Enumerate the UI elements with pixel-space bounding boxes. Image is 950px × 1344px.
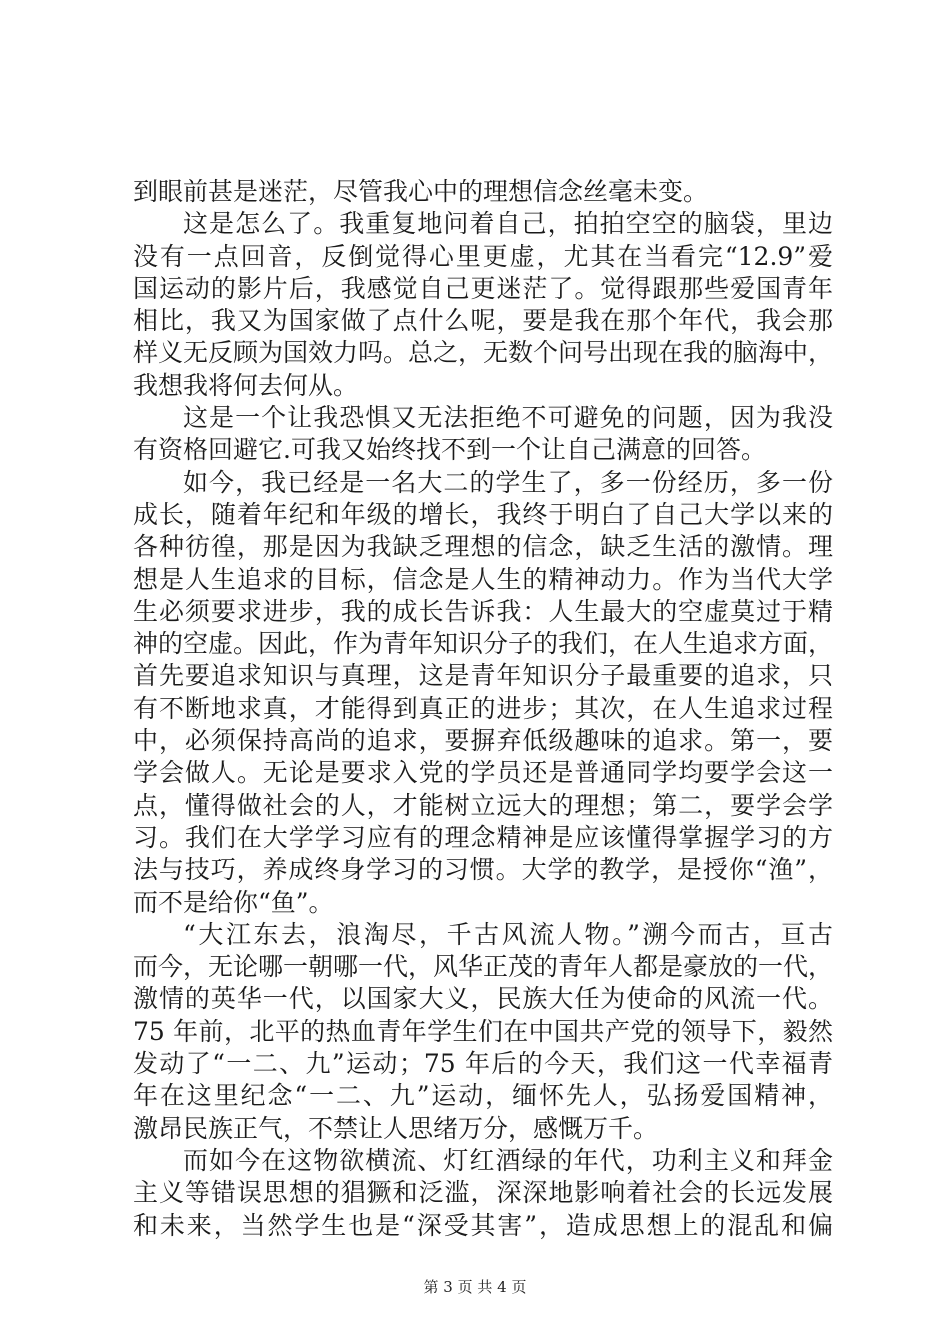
text-line: 主义等错误思想的猖獗和泛滥，深深地影响着社会的长远发展 [133, 1178, 833, 1208]
text-line: 而如今在这物欲横流、灯红酒绿的年代，功利主义和拜金 [183, 1145, 833, 1175]
text-line: 激昂民族正气，不禁让人思绪万分，感慨万千。 [133, 1113, 659, 1143]
text-line: 75 年前，北平的热血青年学生们在中国共产党的领导下，毅然 [133, 1016, 833, 1046]
text-line: 和未来，当然学生也是“深受其害”，造成思想上的混乱和偏 [133, 1210, 833, 1240]
text-line: 这是怎么了。我重复地问着自己，拍拍空空的脑袋，里边 [183, 209, 833, 239]
text-line: 首先要追求知识与真理，这是青年知识分子最重要的追求，只 [133, 661, 833, 691]
text-line: “大江东去，浪淘尽，千古风流人物。”溯今而古，亘古 [183, 919, 833, 949]
text-line: 生必须要求进步，我的成长告诉我：人生最大的空虚莫过于精 [133, 596, 833, 626]
text-line: 想是人生追求的目标，信念是人生的精神动力。作为当代大学 [133, 564, 833, 594]
text-line: 而今，无论哪一朝哪一代，风华正茂的青年人都是豪放的一代， [133, 952, 834, 982]
text-line: 样义无反顾为国效力吗。总之，无数个问号出现在我的脑海中， [133, 338, 834, 368]
text-line: 点，懂得做社会的人，才能树立远大的理想；第二，要学会学 [133, 790, 833, 820]
text-line: 各种彷徨，那是因为我缺乏理想的信念，缺乏生活的激情。理 [133, 532, 833, 562]
text-line: 成长，随着年纪和年级的增长，我终于明白了自己大学以来的 [133, 499, 833, 529]
text-line: 学会做人。无论是要求入党的学员还是普通同学均要学会这一 [133, 758, 833, 788]
page-footer: 第 3 页 共 4 页 [423, 1278, 527, 1296]
text-line: 没有一点回音，反倒觉得心里更虚，尤其在当看完“12.9”爱 [133, 241, 833, 271]
text-line: 而不是给你“鱼”。 [133, 887, 334, 917]
text-line: 我想我将何去何从。 [133, 370, 359, 400]
text-line: 如今，我已经是一名大二的学生了，多一份经历，多一份 [183, 467, 833, 497]
text-line: 神的空虚。因此，作为青年知识分子的我们，在人生追求方面， [133, 629, 834, 659]
text-line: 这是一个让我恐惧又无法拒绝不可避免的问题，因为我没 [183, 403, 833, 433]
text-line: 相比，我又为国家做了点什么呢，要是我在那个年代，我会那 [133, 306, 833, 336]
text-line: 国运动的影片后，我感觉自己更迷茫了。觉得跟那些爱国青年 [133, 273, 833, 303]
text-line: 法与技巧，养成终身学习的习惯。大学的教学，是授你“渔”， [133, 855, 833, 885]
text-line: 中，必须保持高尚的追求，要摒弃低级趣味的追求。第一，要 [133, 726, 833, 756]
text-line: 有不断地求真，才能得到真正的进步；其次，在人生追求过程 [133, 693, 833, 723]
text-line: 发动了“一二、九”运动；75 年后的今天，我们这一代幸福青 [133, 1049, 833, 1079]
text-line: 有资格回避它.可我又始终找不到一个让自己满意的回答。 [133, 435, 766, 465]
body-text [133, 176, 833, 1242]
text-line: 到眼前甚是迷茫，尽管我心中的理想信念丝毫未变。 [133, 177, 709, 206]
text-line: 激情的英华一代，以国家大义，民族大任为使命的风流一代。 [133, 984, 833, 1014]
text-line: 习。我们在大学学习应有的理念精神是应该懂得掌握学习的方 [133, 822, 833, 852]
text-line: 年在这里纪念“一二、九”运动，缅怀先人，弘扬爱国精神， [133, 1081, 833, 1111]
